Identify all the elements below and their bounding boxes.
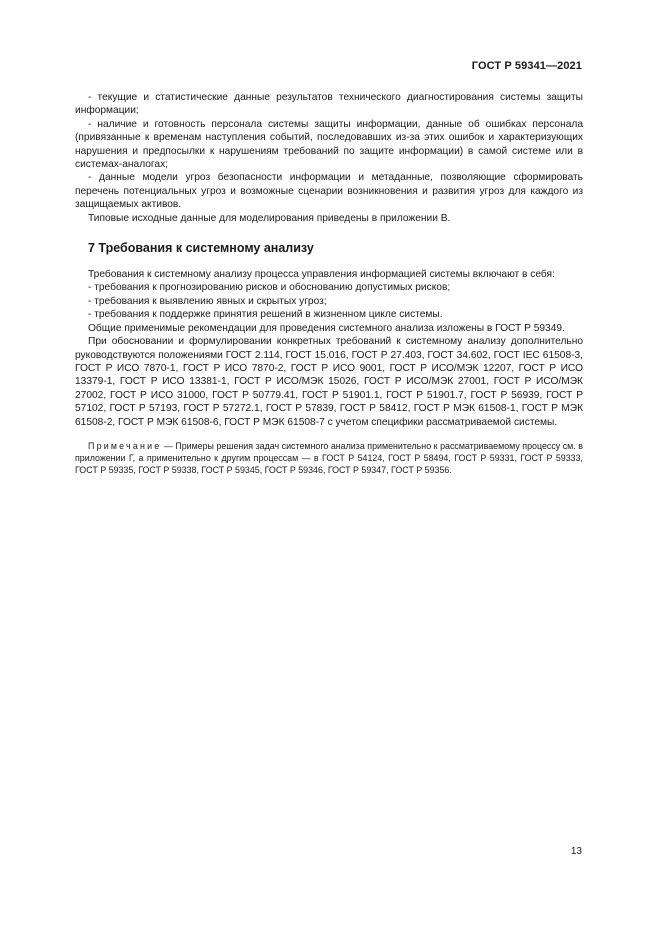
section-detail: При обосновании и формулировании конкретных требований к системному анализу дополнительно руководствуются положениями ГОСТ 2.114, ГОСТ 15.016, ГОСТ Р 27.403, ГОСТ 34.602, ГОСТ IEC 61508-3, ГОСТ Р ИСО 7870-1, ГОСТ Р ИСО 7870-2, ГОСТ Р ИСО 9001, ГОСТ Р ИСО/МЭК 12207, ГОСТ Р ИСО 13379-1, ГОСТ Р ИСО 13381-1, ГОСТ Р ИСО/МЭК 15026, ГОСТ Р ИСО/МЭК 27001, ГОСТ Р ИСО/МЭК 27002, ГОСТ Р ИСО 31000, ГОСТ Р 50779.41, ГОСТ Р 51901.1, ГОСТ Р 51901.7, ГОСТ Р 56939, ГОСТ Р 57102, ГОСТ Р 57193, ГОСТ Р 57272.1, ГОСТ Р 57839, ГОСТ Р 58412, ГОСТ Р МЭК 61508-1, ГОСТ Р МЭК 61508-2, ГОСТ Р МЭК 61508-6, ГОСТ Р МЭК 61508-7 с учетом специфики рассматриваемой системы.	[75, 336, 583, 428]
intro-item-threat-model: - данные модели угроз безопасности информации и метаданные, позволяющие сформировать перечень потенциальных угроз и возможные сценарии возникновения и развития угроз для каждого из защищаемых активов.	[75, 172, 583, 211]
page-content	[75, 91, 583, 476]
intro-closing: Типовые исходные данные для моделирования приведены в приложении В.	[88, 212, 451, 224]
standard-designation: ГОСТ Р 59341—2021	[471, 60, 582, 72]
section-general: Общие применимые рекомендации для проведения системного анализа изложены в ГОСТ Р 59349.	[88, 322, 565, 334]
section-item-threats: - требования к выявлению явных и скрытых угроз;	[88, 295, 327, 307]
section-lead: Требования к системному анализу процесса управления информацией системы включают в себя:	[88, 269, 555, 281]
note-text: — Примеры решения задач системного анализа применительно к рассматриваемому процессу см. в приложении Г, а применительно к другим процессам — в ГОСТ Р 54124, ГОСТ Р 58494, ГОСТ Р 59331, ГОСТ Р 59333, ГОСТ Р 59335, ГОСТ Р 59338, ГОСТ Р 59345, ГОСТ Р 59346, ГОСТ Р 59347, ГОСТ Р 59356.	[75, 440, 583, 475]
section-title: 7 Требования к системному анализу	[88, 241, 314, 256]
intro-item-diagnostics: - текущие и статистические данные результатов технического диагностирования системы защиты информации;	[75, 92, 583, 117]
section-item-decisions: - требования к поддержке принятия решений в жизненном цикле системы.	[88, 309, 443, 321]
note	[75, 441, 583, 476]
note-label: Примечание	[88, 440, 162, 451]
page-number: 13	[570, 846, 582, 857]
intro-item-personnel: - наличие и готовность персонала системы защиты информации, данные об ошибках персонала (привязанные к временам наступления событий, последовавших из-за этих ошибок и характеризующих нарушения и предпосылки к нарушениям требований по защите информации) в самой системе или в системах-аналогах;	[75, 118, 583, 171]
section-item-risk: - требования к прогнозированию рисков и обоснованию допустимых рисков;	[88, 282, 451, 294]
